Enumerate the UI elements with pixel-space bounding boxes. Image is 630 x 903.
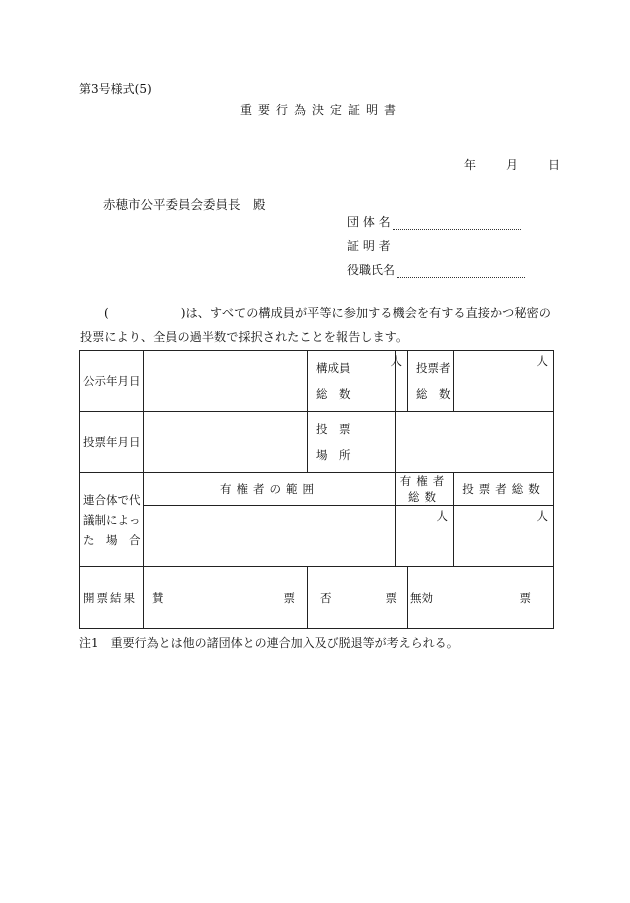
yes-label: 賛 [152,590,164,605]
voters-unit: 人 [536,354,548,368]
voters-total-label-1: 投票者 [416,361,451,375]
organization-line[interactable] [393,217,521,230]
federation-label-3: た 場 合 [83,532,141,547]
decision-table [79,350,554,629]
form-number: 第3号様式(5) [79,82,152,96]
table-row [80,412,554,473]
eligible-unit: 人 [436,509,448,523]
document-title: 重要行為決定証明書 [239,103,402,117]
statement-text: )は、すべての構成員が平等に参加する機会を有する直接かつ秘密の投票により、全員の過半数で採択されたことを報告します。 [80,306,551,344]
table-row [80,351,554,412]
organization-label: 団 体 名 [347,215,391,229]
announce-date-label: 公示年月日 [80,351,144,412]
eligible-total-header: 有権者総数 [396,473,454,506]
eligible-total-value[interactable] [396,506,454,567]
vote-place-label-2: 場 所 [316,448,351,462]
invalid-votes[interactable] [408,567,554,629]
announce-date-value[interactable] [144,351,308,412]
vote-place-value[interactable] [396,412,554,473]
members-total-value[interactable] [390,351,408,412]
vote-place-label-1: 投 票 [316,422,351,436]
voters-total-label-2: 総 数 [416,387,451,401]
date-day: 日 [548,158,561,172]
position-name-label: 役職氏名 [347,263,396,277]
result-label: 開票結果 [80,567,144,629]
table-row [80,506,554,567]
date-line [464,156,560,173]
table-row [80,473,554,506]
statement-open-paren: ( [104,306,109,320]
federation-label-2: 議制によっ [83,512,141,527]
certifier-row [347,237,391,254]
addressee: 赤穂市公平委員会委員長 殿 [103,197,266,212]
no-votes[interactable] [308,567,408,629]
invalid-label: 無効 [410,590,433,605]
members-total-label [308,351,396,412]
federation-label-1: 連合体で代 [83,492,141,507]
yes-votes[interactable] [144,567,308,629]
yes-unit: 票 [283,590,295,605]
voters-total-label [408,351,454,412]
no-label: 否 [320,590,332,605]
eligible-range-header: 有権者の範囲 [144,473,396,506]
table-row [80,567,554,629]
vote-date-label: 投票年月日 [80,412,144,473]
voters-total-header: 投票者総数 [454,473,554,506]
voters-count-unit: 人 [536,509,548,523]
voters-total-value[interactable] [454,351,554,412]
eligible-range-value[interactable] [144,506,396,567]
footnote: 注1 重要行為とは他の諸団体との連合加入及び脱退等が考えられる。 [79,636,459,650]
certifier-label: 証 明 者 [347,239,391,253]
statement [80,301,560,349]
position-name-row [347,261,525,278]
date-year: 年 [464,158,477,172]
vote-place-label [308,412,396,473]
voters-count-value[interactable] [454,506,554,567]
organization-row [347,213,521,230]
members-total-label-2: 総 数 [316,387,351,401]
invalid-unit: 票 [519,590,531,605]
no-unit: 票 [385,590,397,605]
vote-date-value[interactable] [144,412,308,473]
date-month: 月 [506,158,519,172]
federation-label [80,473,144,567]
position-name-line[interactable] [397,265,525,278]
members-total-label-1: 構成員 [316,361,351,375]
members-unit: 人 [390,354,402,368]
